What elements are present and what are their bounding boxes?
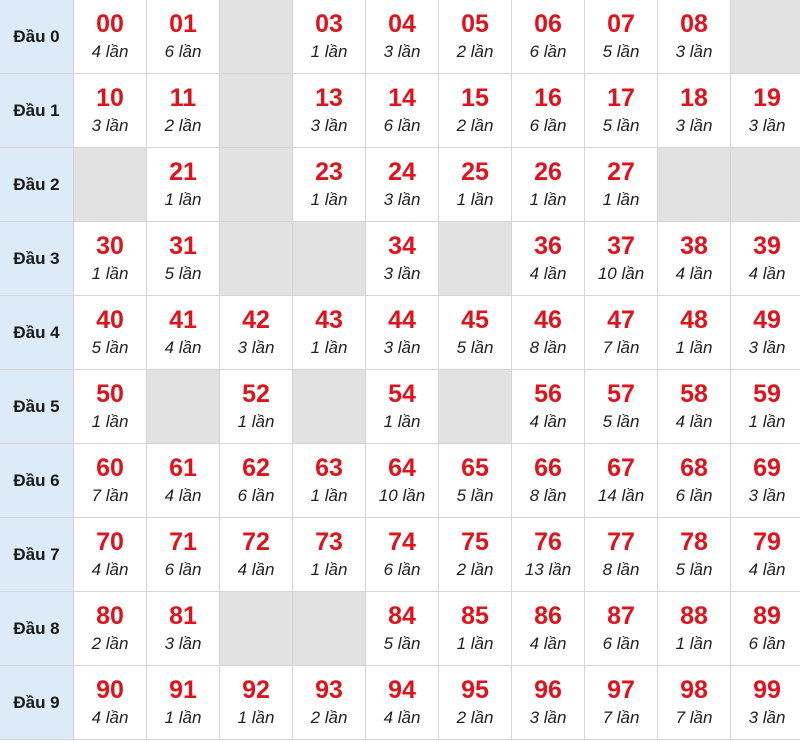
lottery-number: 00 <box>96 10 124 38</box>
lottery-number: 89 <box>753 602 781 630</box>
number-cell <box>439 148 512 222</box>
occurrence-count: 4 lần <box>383 708 421 727</box>
occurrence-count: 1 lần <box>164 190 202 209</box>
number-cell <box>366 0 439 74</box>
lottery-number: 98 <box>680 676 708 704</box>
empty-cell <box>439 222 512 296</box>
lottery-number: 67 <box>607 454 635 482</box>
lottery-number: 18 <box>680 84 708 112</box>
lottery-number: 73 <box>315 528 343 556</box>
number-cell <box>658 222 731 296</box>
number-cell <box>74 296 147 370</box>
occurrence-count: 1 lần <box>383 412 421 431</box>
number-cell <box>731 296 800 370</box>
occurrence-count: 1 lần <box>529 190 567 209</box>
row-head-label: Đầu 9 <box>0 666 74 740</box>
lottery-number: 71 <box>169 528 197 556</box>
lottery-number: 16 <box>534 84 562 112</box>
occurrence-count: 4 lần <box>529 634 567 653</box>
number-cell <box>366 518 439 592</box>
occurrence-count: 6 lần <box>383 560 421 579</box>
lottery-number: 88 <box>680 602 708 630</box>
row-head-label: Đầu 1 <box>0 74 74 148</box>
lottery-number: 31 <box>169 232 197 260</box>
occurrence-count: 4 lần <box>529 264 567 283</box>
lottery-number: 77 <box>607 528 635 556</box>
lottery-number: 48 <box>680 306 708 334</box>
occurrence-count: 8 lần <box>602 560 640 579</box>
number-cell <box>585 222 658 296</box>
empty-cell <box>439 370 512 444</box>
occurrence-count: 1 lần <box>91 264 129 283</box>
number-cell <box>74 592 147 666</box>
occurrence-count: 2 lần <box>456 560 494 579</box>
number-cell <box>220 444 293 518</box>
lottery-number: 80 <box>96 602 124 630</box>
lottery-number: 52 <box>242 380 270 408</box>
lottery-number: 13 <box>315 84 343 112</box>
occurrence-count: 1 lần <box>310 190 348 209</box>
number-cell <box>585 444 658 518</box>
lottery-number: 05 <box>461 10 489 38</box>
occurrence-count: 1 lần <box>91 412 129 431</box>
lottery-number: 07 <box>607 10 635 38</box>
lottery-number: 39 <box>753 232 781 260</box>
number-cell <box>147 74 220 148</box>
occurrence-count: 1 lần <box>237 708 275 727</box>
occurrence-count: 6 lần <box>602 634 640 653</box>
occurrence-count: 2 lần <box>164 116 202 135</box>
occurrence-count: 1 lần <box>237 412 275 431</box>
table-row <box>0 518 800 592</box>
lottery-number: 37 <box>607 232 635 260</box>
occurrence-count: 4 lần <box>529 412 567 431</box>
occurrence-count: 5 lần <box>383 634 421 653</box>
occurrence-count: 5 lần <box>456 486 494 505</box>
lottery-number: 85 <box>461 602 489 630</box>
lottery-number: 47 <box>607 306 635 334</box>
row-head-label: Đầu 7 <box>0 518 74 592</box>
lottery-number: 90 <box>96 676 124 704</box>
lottery-number: 10 <box>96 84 124 112</box>
occurrence-count: 10 lần <box>597 264 645 283</box>
number-cell <box>658 0 731 74</box>
lottery-number: 41 <box>169 306 197 334</box>
lottery-number: 79 <box>753 528 781 556</box>
number-cell <box>366 444 439 518</box>
number-cell <box>585 592 658 666</box>
occurrence-count: 3 lần <box>237 338 275 357</box>
lottery-number: 66 <box>534 454 562 482</box>
occurrence-count: 2 lần <box>456 116 494 135</box>
lottery-number: 30 <box>96 232 124 260</box>
number-cell <box>439 592 512 666</box>
occurrence-count: 3 lần <box>748 486 786 505</box>
occurrence-count: 5 lần <box>602 412 640 431</box>
occurrence-count: 3 lần <box>748 338 786 357</box>
lottery-number: 76 <box>534 528 562 556</box>
occurrence-count: 4 lần <box>748 264 786 283</box>
lottery-number: 86 <box>534 602 562 630</box>
number-cell <box>585 296 658 370</box>
number-cell <box>366 148 439 222</box>
occurrence-count: 3 lần <box>91 116 129 135</box>
occurrence-count: 6 lần <box>383 116 421 135</box>
occurrence-count: 3 lần <box>675 116 713 135</box>
empty-cell <box>731 0 800 74</box>
number-cell <box>74 444 147 518</box>
number-cell <box>220 518 293 592</box>
number-cell <box>147 592 220 666</box>
occurrence-count: 2 lần <box>91 634 129 653</box>
occurrence-count: 4 lần <box>91 708 129 727</box>
number-cell <box>731 592 800 666</box>
number-cell <box>439 444 512 518</box>
number-cell <box>74 222 147 296</box>
number-cell <box>585 666 658 740</box>
lottery-number: 72 <box>242 528 270 556</box>
number-cell <box>731 666 800 740</box>
occurrence-count: 5 lần <box>456 338 494 357</box>
number-cell <box>512 74 585 148</box>
number-cell <box>74 370 147 444</box>
occurrence-count: 1 lần <box>675 634 713 653</box>
lottery-number: 17 <box>607 84 635 112</box>
occurrence-count: 4 lần <box>91 42 129 61</box>
lottery-number: 91 <box>169 676 197 704</box>
occurrence-count: 6 lần <box>164 560 202 579</box>
empty-cell <box>74 148 147 222</box>
lottery-number: 81 <box>169 602 197 630</box>
occurrence-count: 4 lần <box>748 560 786 579</box>
number-cell <box>585 148 658 222</box>
number-cell <box>512 592 585 666</box>
row-head-label: Đầu 8 <box>0 592 74 666</box>
occurrence-count: 3 lần <box>675 42 713 61</box>
lottery-number: 49 <box>753 306 781 334</box>
occurrence-count: 1 lần <box>675 338 713 357</box>
lottery-number: 11 <box>169 84 197 112</box>
occurrence-count: 1 lần <box>164 708 202 727</box>
occurrence-count: 7 lần <box>675 708 713 727</box>
number-cell <box>147 444 220 518</box>
lottery-number: 62 <box>242 454 270 482</box>
occurrence-count: 3 lần <box>383 42 421 61</box>
occurrence-count: 6 lần <box>237 486 275 505</box>
lottery-number: 26 <box>534 158 562 186</box>
occurrence-count: 1 lần <box>310 560 348 579</box>
number-cell <box>658 296 731 370</box>
lottery-number: 45 <box>461 306 489 334</box>
occurrence-count: 6 lần <box>529 116 567 135</box>
lottery-number: 69 <box>753 454 781 482</box>
lottery-number: 63 <box>315 454 343 482</box>
lottery-number: 43 <box>315 306 343 334</box>
number-cell <box>439 518 512 592</box>
lottery-number: 21 <box>169 158 197 186</box>
row-head-label: Đầu 3 <box>0 222 74 296</box>
occurrence-count: 2 lần <box>456 42 494 61</box>
occurrence-count: 1 lần <box>748 412 786 431</box>
occurrence-count: 4 lần <box>164 486 202 505</box>
lottery-number: 03 <box>315 10 343 38</box>
row-head-label: Đầu 5 <box>0 370 74 444</box>
occurrence-count: 4 lần <box>675 412 713 431</box>
lottery-number: 34 <box>388 232 416 260</box>
lottery-number: 40 <box>96 306 124 334</box>
occurrence-count: 3 lần <box>748 708 786 727</box>
occurrence-count: 5 lần <box>164 264 202 283</box>
number-cell <box>293 518 366 592</box>
number-cell <box>658 666 731 740</box>
number-cell <box>512 222 585 296</box>
number-cell <box>731 222 800 296</box>
number-cell <box>512 370 585 444</box>
row-head-label: Đầu 6 <box>0 444 74 518</box>
lottery-number: 65 <box>461 454 489 482</box>
lottery-number: 57 <box>607 380 635 408</box>
number-cell <box>147 222 220 296</box>
empty-cell <box>293 370 366 444</box>
lottery-number: 15 <box>461 84 489 112</box>
number-cell <box>512 444 585 518</box>
lottery-number: 50 <box>96 380 124 408</box>
number-cell <box>439 0 512 74</box>
lottery-number: 70 <box>96 528 124 556</box>
number-cell <box>512 518 585 592</box>
table-row <box>0 592 800 666</box>
number-cell <box>366 370 439 444</box>
number-cell <box>658 444 731 518</box>
number-cell <box>512 148 585 222</box>
lottery-number: 93 <box>315 676 343 704</box>
number-cell <box>366 74 439 148</box>
number-cell <box>147 666 220 740</box>
occurrence-count: 6 lần <box>675 486 713 505</box>
empty-cell <box>293 222 366 296</box>
lottery-number: 84 <box>388 602 416 630</box>
number-cell <box>293 666 366 740</box>
number-cell <box>293 74 366 148</box>
number-cell <box>512 666 585 740</box>
number-cell <box>220 666 293 740</box>
number-cell <box>366 222 439 296</box>
row-head-label: Đầu 0 <box>0 0 74 74</box>
number-cell <box>293 0 366 74</box>
lottery-number: 95 <box>461 676 489 704</box>
empty-cell <box>658 148 731 222</box>
number-cell <box>585 518 658 592</box>
lottery-number: 58 <box>680 380 708 408</box>
number-cell <box>658 74 731 148</box>
occurrence-count: 3 lần <box>164 634 202 653</box>
occurrence-count: 8 lần <box>529 486 567 505</box>
number-cell <box>585 0 658 74</box>
number-cell <box>731 518 800 592</box>
table-row <box>0 148 800 222</box>
number-cell <box>293 444 366 518</box>
occurrence-count: 6 lần <box>164 42 202 61</box>
number-cell <box>439 296 512 370</box>
occurrence-count: 1 lần <box>456 634 494 653</box>
lottery-number: 01 <box>169 10 197 38</box>
lottery-number: 61 <box>169 454 197 482</box>
lottery-number: 56 <box>534 380 562 408</box>
number-cell <box>366 592 439 666</box>
lottery-number: 68 <box>680 454 708 482</box>
number-cell <box>658 518 731 592</box>
lottery-number: 23 <box>315 158 343 186</box>
occurrence-count: 13 lần <box>524 560 572 579</box>
number-cell <box>147 296 220 370</box>
number-cell <box>439 74 512 148</box>
number-cell <box>147 148 220 222</box>
lottery-number: 94 <box>388 676 416 704</box>
occurrence-count: 2 lần <box>456 708 494 727</box>
occurrence-count: 7 lần <box>91 486 129 505</box>
lottery-number: 46 <box>534 306 562 334</box>
table-row <box>0 0 800 74</box>
occurrence-count: 4 lần <box>91 560 129 579</box>
lottery-number: 96 <box>534 676 562 704</box>
lottery-number: 92 <box>242 676 270 704</box>
number-cell <box>293 296 366 370</box>
lottery-number: 97 <box>607 676 635 704</box>
lottery-number: 27 <box>607 158 635 186</box>
number-cell <box>731 444 800 518</box>
occurrence-count: 2 lần <box>310 708 348 727</box>
empty-cell <box>220 0 293 74</box>
table-row <box>0 370 800 444</box>
occurrence-count: 5 lần <box>602 42 640 61</box>
occurrence-count: 14 lần <box>597 486 645 505</box>
occurrence-count: 3 lần <box>383 190 421 209</box>
lottery-number: 06 <box>534 10 562 38</box>
occurrence-count: 1 lần <box>602 190 640 209</box>
number-cell <box>366 296 439 370</box>
lottery-number: 64 <box>388 454 416 482</box>
number-cell <box>74 0 147 74</box>
number-cell <box>512 296 585 370</box>
empty-cell <box>731 148 800 222</box>
lottery-number: 99 <box>753 676 781 704</box>
occurrence-count: 6 lần <box>748 634 786 653</box>
table-row <box>0 296 800 370</box>
number-cell <box>731 370 800 444</box>
occurrence-count: 7 lần <box>602 708 640 727</box>
occurrence-count: 5 lần <box>675 560 713 579</box>
number-cell <box>512 0 585 74</box>
number-cell <box>220 296 293 370</box>
lottery-number: 59 <box>753 380 781 408</box>
lottery-number: 04 <box>388 10 416 38</box>
lottery-number: 08 <box>680 10 708 38</box>
number-cell <box>585 74 658 148</box>
occurrence-count: 4 lần <box>237 560 275 579</box>
occurrence-count: 1 lần <box>310 486 348 505</box>
number-cell <box>147 518 220 592</box>
lottery-number: 38 <box>680 232 708 260</box>
number-cell <box>731 74 800 148</box>
number-cell <box>585 370 658 444</box>
occurrence-count: 10 lần <box>378 486 426 505</box>
number-cell <box>658 370 731 444</box>
occurrence-count: 6 lần <box>529 42 567 61</box>
number-cell <box>366 666 439 740</box>
row-head-label: Đầu 2 <box>0 148 74 222</box>
occurrence-count: 1 lần <box>456 190 494 209</box>
occurrence-count: 3 lần <box>383 338 421 357</box>
lottery-number: 19 <box>753 84 781 112</box>
lottery-number: 87 <box>607 602 635 630</box>
table-row <box>0 74 800 148</box>
number-cell <box>74 666 147 740</box>
lottery-number: 54 <box>388 380 416 408</box>
number-cell <box>74 74 147 148</box>
lottery-number: 75 <box>461 528 489 556</box>
occurrence-count: 3 lần <box>383 264 421 283</box>
empty-cell <box>220 222 293 296</box>
lottery-number: 14 <box>388 84 416 112</box>
lottery-number: 44 <box>388 306 416 334</box>
occurrence-count: 7 lần <box>602 338 640 357</box>
occurrence-count: 8 lần <box>529 338 567 357</box>
occurrence-count: 1 lần <box>310 42 348 61</box>
empty-cell <box>220 74 293 148</box>
number-cell <box>147 0 220 74</box>
empty-cell <box>293 592 366 666</box>
lottery-number: 42 <box>242 306 270 334</box>
occurrence-count: 5 lần <box>91 338 129 357</box>
occurrence-count: 3 lần <box>748 116 786 135</box>
table-row <box>0 222 800 296</box>
lottery-number: 78 <box>680 528 708 556</box>
number-cell <box>439 666 512 740</box>
empty-cell <box>147 370 220 444</box>
empty-cell <box>220 148 293 222</box>
number-cell <box>293 148 366 222</box>
table-row <box>0 444 800 518</box>
occurrence-count: 3 lần <box>310 116 348 135</box>
lottery-number: 74 <box>388 528 416 556</box>
occurrence-count: 3 lần <box>529 708 567 727</box>
empty-cell <box>220 592 293 666</box>
number-cell <box>220 370 293 444</box>
lottery-number: 24 <box>388 158 416 186</box>
row-head-label: Đầu 4 <box>0 296 74 370</box>
occurrence-count: 4 lần <box>675 264 713 283</box>
lottery-number: 60 <box>96 454 124 482</box>
lottery-number: 36 <box>534 232 562 260</box>
number-cell <box>658 592 731 666</box>
number-cell <box>74 518 147 592</box>
lottery-number: 25 <box>461 158 489 186</box>
table-row <box>0 666 800 740</box>
occurrence-count: 5 lần <box>602 116 640 135</box>
occurrence-count: 4 lần <box>164 338 202 357</box>
occurrence-count: 1 lần <box>310 338 348 357</box>
